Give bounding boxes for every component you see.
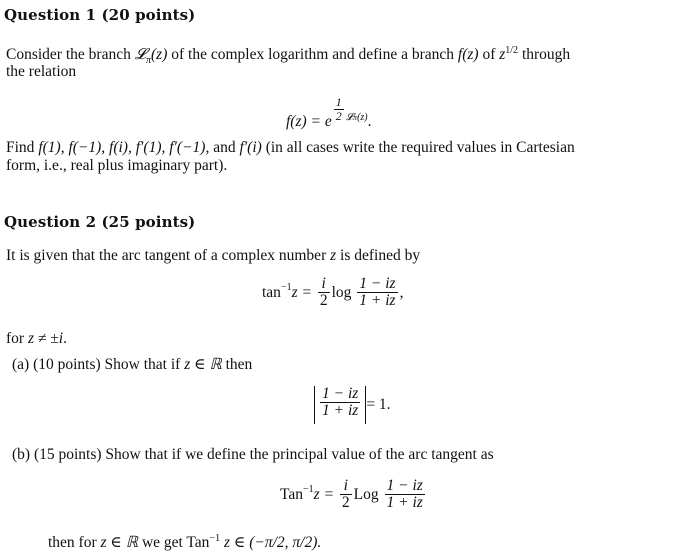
tan-label: Tan [280,485,304,503]
log-argument-fraction [385,478,425,511]
eq-lhs: f(z) = e [286,113,332,131]
frac-den: 1 + iz [322,402,359,419]
q2-text: then for [48,534,101,551]
part-a-label: (a) (10 points) Show that if [12,356,185,373]
frac-num: 1 − iz [322,385,359,402]
modulus-equation [314,386,391,424]
q1-text: Find [6,139,39,156]
q1-text: of [478,46,500,63]
find-last: f′(i) [239,139,262,156]
frac-den: 1 + iz [359,292,396,309]
real-condition: z ∈ ℝ [184,356,222,373]
i-over-2-fraction [340,478,352,511]
exponent-fraction [334,96,344,123]
eq-z: z = [313,485,335,503]
frac-den: 1 + iz [386,494,423,511]
eq-end: . [367,113,372,131]
q1-equation [286,96,372,132]
q1-find-line-1 [6,138,575,158]
q1-find-line-2: form, i.e., real plus imaginary part). [6,157,228,174]
inverse-sup: −1 [280,281,292,293]
exp-num: 1 [335,95,342,109]
q1-text: Consider the branch [6,46,135,63]
frac-num: i [343,477,348,494]
q2-text: It is given that the arc tangent of a complex number [6,247,331,264]
absolute-value [314,386,366,424]
q2-text: then [221,356,253,373]
frac-num: 1 − iz [359,275,396,292]
frac-num: i [321,275,326,292]
q2-intro-line [6,246,420,266]
inverse-sup: −1 [303,483,314,495]
log-label: Log [353,485,379,503]
z-symbol: z [499,46,506,63]
principal-arctan-equation [280,478,427,511]
eq-end: , [399,283,404,301]
z-symbol: z [330,247,337,264]
inverse-sup: −1 [209,532,221,544]
frac-den: 2 [341,494,350,511]
conclusion-line [48,533,321,553]
q1-text-line-2: the relation [6,63,77,80]
log-label: log [331,283,352,301]
branch-symbol: 𝓛 [134,46,146,63]
q2-text: we get Tan [138,534,210,551]
question-1-heading: Question 1 (20 points) [4,6,196,24]
q1-text-line-1 [6,45,570,65]
find-list: f(1), f(−1), f(i), f′(1), f′(−1), [38,139,210,156]
q1-text: of the complex logarithm and define a branch [167,46,458,63]
branch-arg: (z) [151,46,168,63]
log-argument-fraction [357,276,397,309]
frac-num: 1 − iz [386,477,423,494]
exp-arg: (z) [357,112,368,123]
arctan-definition-equation [262,276,403,309]
exp-branch: 𝓛 [345,112,354,123]
eq-z: z = [291,283,312,301]
branch-subscript: π [145,55,151,67]
fz-symbol: f(z) [457,46,479,63]
q2-text: is defined by [336,247,421,264]
exp-branch-sub: π [353,113,358,122]
i-over-2-fraction [318,276,330,309]
real-condition: z ∈ ℝ [100,534,139,551]
exponent: 1/2 [505,44,519,56]
q2-text: for [6,330,28,347]
range-result: z ∈ (−π/2, π/2). [220,534,322,551]
part-a-line [12,355,252,375]
condition: z ≠ ±i [27,330,64,347]
tan-label: tan [262,283,281,301]
question-2-heading: Question 2 (25 points) [4,213,196,231]
q2-text: . [63,330,67,347]
modulus-fraction [320,386,360,419]
q1-text: (in all cases write the required values in Cartesian [261,139,575,156]
frac-den: 2 [319,292,328,309]
q1-text: through [518,46,571,63]
condition-line [6,329,67,349]
exp-den: 2 [335,109,342,123]
q1-text: and [209,139,240,156]
part-b-line: (b) (15 points) Show that if we define the principal value of the arc tangent as [12,446,494,463]
eq-rhs: = 1. [366,396,391,413]
